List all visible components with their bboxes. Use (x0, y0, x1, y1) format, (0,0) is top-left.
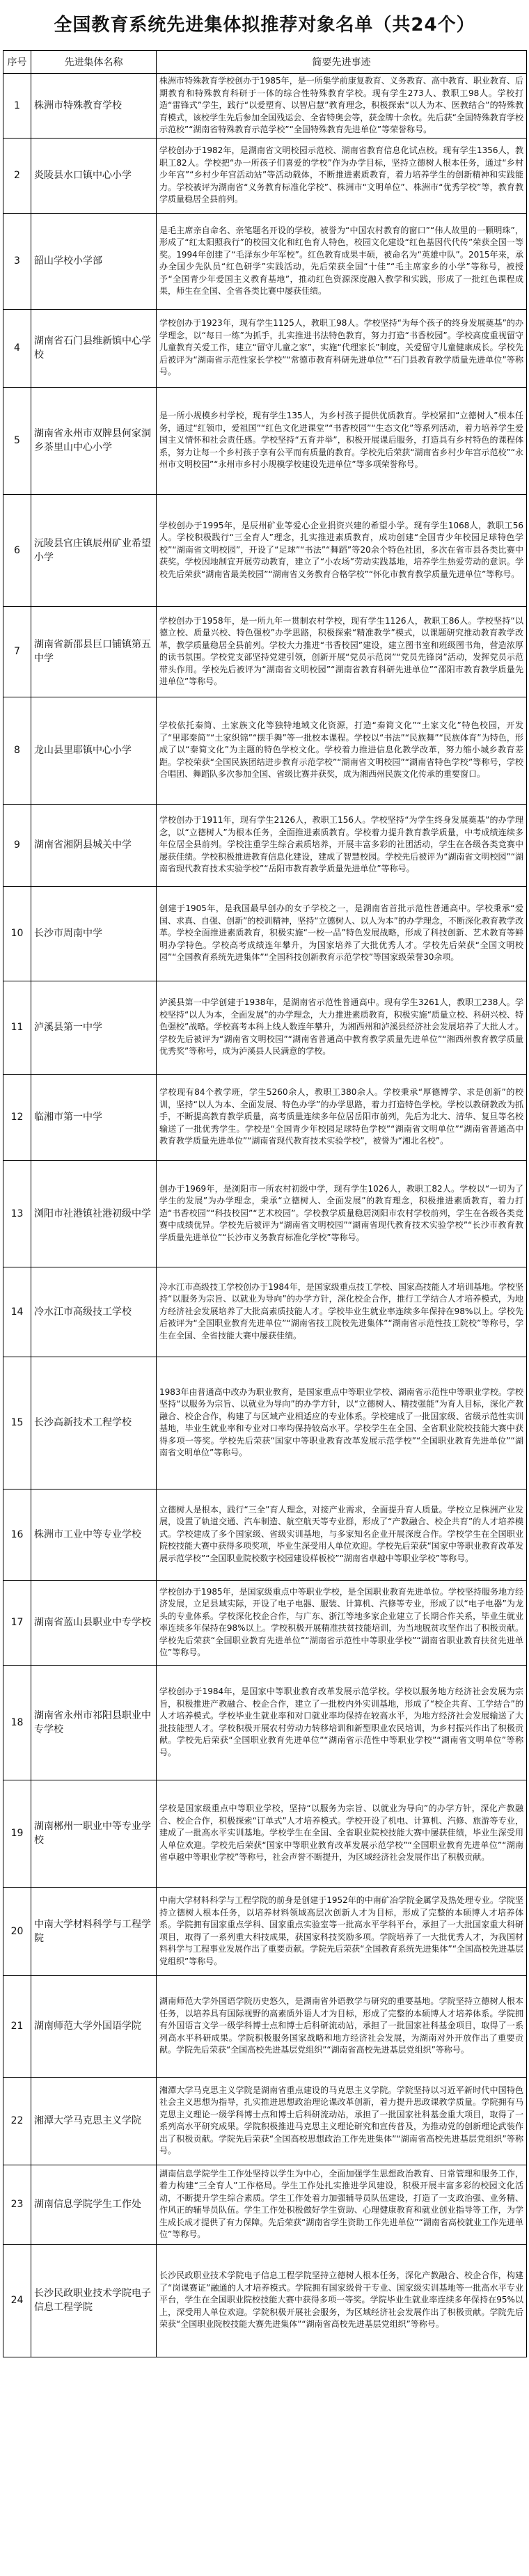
achievement-summary: 学校是国家级重点中等职业学校，坚持“以服务为宗旨、以就业为导向”的办学方针，深化产教融合、校企合作，积极探索“订单式”人才培养模式。学校开设了机电、计算机、汽修、旅游等专业，建成了一批高水平实训基地。学校学生在全国、全省职业院校技能大赛中屡获佳绩，毕业生深受用人单位欢迎。学校先后荣获“国家中等职业教育改革发展示范学校”“全国职业教育先进单位”“湖南省卓越中等职业学校”等称号，社会声誉不断提升，为区域经济社会发展作出了积极贡献。 (157, 1780, 527, 1887)
school-name: 临湘市第一中学 (31, 1074, 157, 1160)
school-name: 湖南省永州市祁阳县职业中专学校 (31, 1665, 157, 1780)
candidate-table (3, 50, 527, 2357)
achievement-summary: 学校创办于1995年，是辰州矿业等爱心企业捐资兴建的希望小学。现有学生1068人，教职工56人。学校积极践行“三全育人”理念，扎实推进素质教育，成功创建“全国青少年校园足球特色学校”“湖南省文明校园”，开设了“足球”“书法”“舞蹈”等20余个特色社团，多次在省市县各类比赛中获奖。学校因地制宜开展劳动教育，建立了“小农场”劳动实践基地，培养学生热爱劳动的意识。学校先后荣获“湖南省最美校园”“湖南省义务教育合格学校”“怀化市教育教学质量先进单位”等称号。 (157, 494, 527, 606)
table-row (3, 804, 527, 886)
achievement-summary: 创办于1969年，是浏阳市一所农村初级中学，现有学生1026人，教职工82人。学校以“一切为了学生的发展”为办学理念，秉承“立德树人、全面发展”的教育理念，积极推进素质教育，着力打造“书香校园”“科技校园”“艺术校园”。学校教学质量稳居浏阳市农村学校前列，学生在各级各类竞赛中成绩优异。学校先后被评为“湖南省文明校园”“湖南省现代教育技术实验学校”“长沙市教育教学质量先进单位”“长沙市义务教育标准化学校”等称号。 (157, 1160, 527, 1267)
table-row (3, 1887, 527, 1975)
row-number: 13 (3, 1160, 31, 1267)
achievement-summary: 湘潭大学马克思主义学院是湖南省重点建设的马克思主义学院。学院坚持以习近平新时代中国特色社会主义思想为指导，扎实推进思想政治理论课改革创新，着力提升思政课教学质量。学院拥有马克思主义理论一级学科博士点和博士后科研流动站，承担了一批国家社科基金重大项目，取得了一系列高水平研究成果。学院积极推进马克思主义理论研究和宣传普及，为推动党的创新理论武装作出了积极贡献。学院先后荣获“全国高校思想政治工作先进集体”“湖南省高校先进基层党组织”等称号。 (157, 2077, 527, 2165)
achievement-summary: 学校创办于1984年，是国家中等职业教育改革发展示范学校。学校以服务地方经济社会发展为宗旨，积极推进产教融合、校企合作，建立了一批校内外实训基地，形成了“校企共育、工学结合”的人才培养模式。学校毕业生就业率和对口就业率均保持在较高水平，为地方经济社会发展输送了大批技能型人才。学校积极开展农村劳动力转移培训和新型职业农民培训，为乡村振兴作出了积极贡献。学校先后荣获“全国职业教育先进单位”“湖南省示范性中等职业学校”“湖南省文明单位”等称号。 (157, 1665, 527, 1780)
school-name: 炎陵县水口镇中心小学 (31, 138, 157, 213)
table-row (3, 138, 527, 213)
achievement-summary: 泸溪县第一中学创建于1938年，是湖南省示范性普通高中。现有学生3261人，教职工238人。学校坚持“以人为本，全面发展”的办学理念，大力推进素质教育，积极实施“质量立校、科研兴校、特色强校”战略。学校高考本科上线人数连年攀升，为湘西州和泸溪县经济社会发展培养了大批人才。学校先后被评为“湖南省文明校园”“湖南省普通高中教育教学质量先进单位”“湘西州教育教学质量优秀奖”等称号，成为泸溪县人民满意的学校。 (157, 981, 527, 1074)
table-row (3, 2165, 527, 2244)
row-number: 12 (3, 1074, 31, 1160)
table-row (3, 2244, 527, 2357)
row-number: 11 (3, 981, 31, 1074)
table-body (3, 74, 527, 2357)
table-row (3, 74, 527, 139)
row-number: 23 (3, 2165, 31, 2244)
school-name: 湖南省蓝山县职业中专学校 (31, 1580, 157, 1665)
school-name: 湖南师范大学外国语学院 (31, 1975, 157, 2077)
table-header-row (3, 51, 527, 74)
header-no: 序号 (3, 51, 31, 74)
row-number: 1 (3, 74, 31, 139)
page-title: 全国教育系统先进集体拟推荐对象名单（共24个） (54, 15, 475, 35)
row-number: 20 (3, 1887, 31, 1975)
table-row (3, 1780, 527, 1887)
table-row (3, 1665, 527, 1780)
table-row (3, 494, 527, 606)
school-name: 沅陵县官庄镇辰州矿业希望小学 (31, 494, 157, 606)
school-name: 长沙高新技术工程学校 (31, 1357, 157, 1489)
table-row (3, 1975, 527, 2077)
school-name: 湖南省永州市双牌县何家洞乡茶里山中心小学 (31, 387, 157, 494)
achievement-summary: 湖南信息学院学生工作处坚持以学生为中心，全面加强学生思想政治教育、日常管理和服务工作，着力构建“三全育人”工作格局。学生工作处扎实推进学风建设，积极开展丰富多彩的校园文化活动，不断提升学生综合素质。学生工作处着力加强辅导员队伍建设，打造了一支政治强、业务精、作风正的辅导员队伍。学生工作处积极做好学生资助、心理健康教育和就业创业指导等工作，为学生成长成才提供了有力保障。先后荣获“湖南省学生资助工作先进单位”“湖南省高校就业工作先进单位”等称号。 (157, 2165, 527, 2244)
row-number: 24 (3, 2244, 31, 2357)
row-number: 18 (3, 1665, 31, 1780)
school-name: 泸溪县第一中学 (31, 981, 157, 1074)
row-number: 21 (3, 1975, 31, 2077)
row-number: 22 (3, 2077, 31, 2165)
school-name: 冷水江市高级技工学校 (31, 1267, 157, 1357)
achievement-summary: 中南大学材料科学与工程学院的前身是创建于1952年的中南矿冶学院金属学及热处理专业。学院坚持立德树人根本任务，以培养材料领域高层次创新人才为目标，形成了完整的本硕博人才培养体系。学院拥有国家重点学科、国家重点实验室等一批高水平学科平台，承担了一大批国家重大科研项目，取得了一系列重大科技成果，获国家科技奖励多项。学院培养了一大批优秀人才，为我国材料科学与工程事业发展作出了重要贡献。学院先后荣获“全国教育系统先进集体”“全国高校先进基层党组织”等称号。 (157, 1887, 527, 1975)
achievement-summary: 是毛主席亲自命名、亲笔题名开设的学校，被誉为“中国农村教育的窗口”“伟人故里的一颗明珠”，形成了“红太阳照我行”的校园文化和红色育人特色，校园文化建设“红色基因代代传”荣获全国一等奖。1994年创建了“毛泽东少年军校”。红色教育成果丰硕，被命名为“英雄中队”。2015年来，承办全国少先队员“红色研学”实践活动，先后荣获全国“十佳”“毛主席家乡的小学”等称号，被授予“全国青少年爱国主义教育基地”，推动红色资源深度融入教学和实践，形成了一批红色课程成果，师生在全国、全省各类比赛中屡获佳绩。 (157, 213, 527, 309)
achievement-summary: 湖南师范大学外国语学院历史悠久，是湖南省外语教学与研究的重要基地。学院坚持立德树人根本任务，以培养具有国际视野的高素质外语人才为目标，形成了完整的本硕博人才培养体系。学院拥有外国语言文学一级学科博士点和博士后科研流动站，承担了一批国家社科基金项目，取得了一系列高水平科研成果。学院积极服务国家战略和地方经济社会发展，为湖南对外开放作出了重要贡献。学院先后荣获“全国高校先进基层党组织”“湖南省高校先进基层党组织”等称号。 (157, 1975, 527, 2077)
table-row (3, 886, 527, 981)
row-number: 5 (3, 387, 31, 494)
school-name: 湖南郴州一职业中等专业学校 (31, 1780, 157, 1887)
achievement-summary: 学校创办于1958年，是一所九年一贯制农村学校，现有学生1126人，教职工86人。学校坚持“以德立校、质量兴校、特色强校”办学思路，积极探索“精准教学”模式，以课题研究推动教育教学改革，教学质量稳居全县前列。学校大力推进“书香校园”建设，建立图书室和班级图书角，营造浓厚的读书氛围。学校党支部坚持党建引领，创新开展“党员示范岗”“党员先锋岗”活动，发挥党员示范带头作用。学校先后被评为“湖南省文明校园”“湖南省教育科研先进单位”“邵阳市教育教学质量先进单位”等称号。 (157, 606, 527, 697)
school-name: 株洲市特殊教育学校 (31, 74, 157, 139)
school-name: 湘潭大学马克思主义学院 (31, 2077, 157, 2165)
table-row (3, 1580, 527, 1665)
achievement-summary: 长沙民政职业技术学院电子信息工程学院坚持立德树人根本任务，深化产教融合、校企合作，构建了“岗课赛证”融通的人才培养模式。学院拥有国家级骨干专业、国家级实训基地等一批高水平专业平台，学生在全国职业院校技能大赛中获得多项一等奖。学院毕业生就业率连续多年保持在95%以上，深受用人单位欢迎。学院积极开展社会服务，为区域经济社会发展作出了积极贡献。学院先后荣获“全国职业院校技能大赛先进集体”“湖南省高校先进基层党组织”等称号。 (157, 2244, 527, 2357)
table-row (3, 981, 527, 1074)
school-name: 株洲市工业中等专业学校 (31, 1489, 157, 1580)
table-row (3, 387, 527, 494)
table-row (3, 309, 527, 387)
school-name: 湖南省石门县维新镇中心学校 (31, 309, 157, 387)
row-number: 4 (3, 309, 31, 387)
row-number: 2 (3, 138, 31, 213)
row-number: 8 (3, 697, 31, 804)
school-name: 湖南信息学院学生工作处 (31, 2165, 157, 2244)
row-number: 7 (3, 606, 31, 697)
school-name: 长沙市周南中学 (31, 886, 157, 981)
row-number: 6 (3, 494, 31, 606)
row-number: 19 (3, 1780, 31, 1887)
row-number: 14 (3, 1267, 31, 1357)
header-desc: 简要先进事迹 (157, 51, 527, 74)
school-name: 韶山学校小学部 (31, 213, 157, 309)
row-number: 3 (3, 213, 31, 309)
table-row (3, 1489, 527, 1580)
achievement-summary: 立德树人是根本，践行“三全”育人理念，对接产业需求，全面提升育人质量。学校立足株洲产业发展，设置了轨道交通、汽车制造、航空航天等专业群，形成了“产教融合、校企共育”的人才培养模式。学校建成了多个国家级、省级实训基地，与多家知名企业开展深度合作。学校学生在全国职业院校技能大赛中获得多项奖项，毕业生深受用人单位欢迎。学校先后荣获“国家中等职业教育改革发展示范学校”“全国职业院校数字校园建设样板校”“湖南省卓越中等职业学校”等称号。 (157, 1489, 527, 1580)
achievement-summary: 学校创办于1982年，是湖南省文明校园示范校、湖南省教育信息化试点校。现有学生1356人，教职工82人。学校把“办一所孩子们喜爱的学校”作为办学目标，坚持立德树人根本任务，通过“乡村少年宫”“乡村少年宫活动站”等活动载体，不断推进素质教育，着力培养学生的创新精神和实践能力。学校被评为湖南省“义务教育标准化学校”、株洲市“文明单位”、株洲市“优秀学校”等，教育教学质量稳居全县前列。 (157, 138, 527, 213)
table-row (3, 1357, 527, 1489)
row-number: 17 (3, 1580, 31, 1665)
header-name: 先进集体名称 (31, 51, 157, 74)
achievement-summary: 学校创办于1923年，现有学生1125人，教职工98人。学校坚持“为每个孩子的终身发展奠基”的办学理念，以“每日一练”为抓手，扎实推进书法特色教育，努力打造“书香校园”。学校高度重视留守儿童教育关爱工作，建立“留守儿童之家”，实施“代理家长”制度，关爱留守儿童健康成长。学校先后被评为“湖南省示范性家长学校”“常德市教育科研先进单位”“石门县教育教学质量先进单位”等称号。 (157, 309, 527, 387)
table-row (3, 1074, 527, 1160)
school-name: 湖南省新邵县巨口铺镇第五中学 (31, 606, 157, 697)
achievement-summary: 创建于1905年，是我国最早创办的女子学校之一，是湖南省首批示范性普通高中。学校秉承“爱国、求真、自强、创新”的校训精神，坚持“立德树人、以人为本”的办学理念，不断深化教育教学改革。学校全面推进素质教育，积极实施“一校一品”特色发展战略，形成了科技创新、艺术教育等鲜明办学特色。学校高考成绩连年攀升，为国家培养了大批优秀人才。学校先后荣获“全国文明校园”“全国教育系统先进集体”“全国科技创新教育示范学校”等国家级荣誉30余项。 (157, 886, 527, 981)
achievement-summary: 学校创办于1911年，现有学生2126人，教职工156人。学校坚持“为学生终身发展奠基”的办学理念，以“立德树人”为根本任务，全面推进素质教育。学校着力提升教育教学质量，中考成绩连续多年位居全县前列。学校注重学生综合素质培养，开展丰富多彩的社团活动，学生在各级各类竞赛中屡获佳绩。学校积极推进教育信息化建设，建成了智慧校园。学校先后被评为“湖南省文明校园”“湖南省现代教育技术实验学校”“岳阳市教育教学质量先进单位”等称号。 (157, 804, 527, 886)
school-name: 龙山县里耶镇中心小学 (31, 697, 157, 804)
table-row (3, 606, 527, 697)
row-number: 15 (3, 1357, 31, 1489)
row-number: 16 (3, 1489, 31, 1580)
achievement-summary: 学校依托秦简、土家族文化等独特地域文化资源，打造“秦简文化”“土家文化”特色校园，开发了“里耶秦简”“土家织锦”“摆手舞”等一批校本课程。学校以“书法”“民族舞”“民族体育”为特色，形成了以“秦简文化”为主题的特色学校文化。学校着力推进信息化教学改革，努力缩小城乡教育差距。学校荣获“全国民族团结进步教育示范学校”“湖南省文明校园”“湖南省特色学校”等称号，学校合唱团、舞蹈队多次参加全国、省级比赛并获奖，成为湘西州民族文化传承的重要窗口。 (157, 697, 527, 804)
school-name: 湖南省湘阴县城关中学 (31, 804, 157, 886)
table-row (3, 2077, 527, 2165)
achievement-summary: 学校现有84个教学班，学生5260余人，教职工380余人。学校秉承“厚德博学、求是创新”的校训，坚持“以人为本、全面发展、特色办学”的办学思路，着力打造特色学校。学校以教研教改为抓手，不断提高教育教学质量，高考质量连续多年位居岳阳市前列，先后为北大、清华、复旦等名校输送了一批优秀学生。学校是“全国青少年校园足球特色学校”“湖南省文明单位”“湖南省普通高中教育教学质量先进单位”“湖南省现代教育技术实验学校”，被誉为“湘北名校”。 (157, 1074, 527, 1160)
row-number: 9 (3, 804, 31, 886)
achievement-summary: 冷水江市高级技工学校创办于1984年，是国家级重点技工学校、国家高技能人才培训基地。学校坚持“以服务为宗旨、以就业为导向”的办学方针，深化校企合作，推行工学结合人才培养模式，为地方经济社会发展培养了大批高素质技能人才。学校毕业生就业率连续多年保持在98%以上。学校先后被评为“全国职业教育先进单位”“湖南省技工院校先进集体”“湖南省示范性技工院校”等称号，学生在全国、全省技能大赛中屡获佳绩。 (157, 1267, 527, 1357)
school-name: 中南大学材料科学与工程学院 (31, 1887, 157, 1975)
achievement-summary: 1983年由普通高中改办为职业教育，是国家重点中等职业学校、湖南省示范性中等职业学校。学校坚持“以服务为宗旨、以就业为导向”的办学方针，以“立德树人、精技强能”为育人目标，深化产教融合、校企合作，构建了与区域产业相适应的专业体系。学校建成了一批国家级、省级示范性实训基地，毕业生就业率和专业对口率均保持较高水平。学校学生在全国、全省职业院校技能大赛中获得多项一等奖。学校先后荣获“国家中等职业教育改革发展示范学校”“全国职业教育先进单位”“湖南省文明单位”等称号。 (157, 1357, 527, 1489)
school-name: 长沙民政职业技术学院电子信息工程学院 (31, 2244, 157, 2357)
achievement-summary: 株洲市特殊教育学校创办于1985年，是一所集学前康复教育、义务教育、高中教育、职业教育、后期教育和特殊教育科研于一体的综合性特殊教育学校。现有学生273人、教职工98人。学校打造“雷锋式”学生，践行“以爱塑育、以智启慧”教育理念，积极探索“以人为本、医教结合”的特殊教育模式，该校学生先后参加全国残运会、全省特奥会等，获金牌十余枚。先后获“全国特殊教育学校示范校”“湖南省特殊教育示范学校”“全国特殊教育先进单位”等荣誉称号。 (157, 74, 527, 139)
achievement-summary: 是一所小规模乡村学校，现有学生135人，为乡村孩子提供优质教育。学校紧扣“立德树人”根本任务，通过“红领巾，爱祖国”“红色文化进课堂”“书香校园”“生态文化”等系列活动，着力培养学生爱国主义情怀和社会责任感。学校坚持“五育并举”，积极开展课后服务，打造具有乡村特色的课程体系，努力让每一个乡村孩子享有公平而有质量的教育。学校先后荣获“湖南省乡村少年宫示范校”“永州市文明校园”“永州市乡村小规模学校建设先进单位”等多项荣誉称号。 (157, 387, 527, 494)
school-name: 浏阳市社港镇社港初级中学 (31, 1160, 157, 1267)
achievement-summary: 学校创办于1985年，是国家级重点中等职业学校，是全国职业教育先进单位。学校坚持服务地方经济发展，立足县域实际，开设了电子电器、服装、计算机、汽修等专业，形成了以“电子电器”为龙头的专业体系。学校深化校企合作，与广东、浙江等地多家企业建立了长期合作关系，毕业生就业率连续多年保持在98%以上。学校积极开展精准扶贫技能培训，为当地脱贫攻坚作出了积极贡献。学校先后荣获“全国职业教育先进单位”“湖南省示范性中等职业学校”“湖南省职业教育扶贫先进单位”等称号。 (157, 1580, 527, 1665)
table-row (3, 1267, 527, 1357)
table-row (3, 697, 527, 804)
row-number: 10 (3, 886, 31, 981)
table-row (3, 1160, 527, 1267)
table-row (3, 213, 527, 309)
